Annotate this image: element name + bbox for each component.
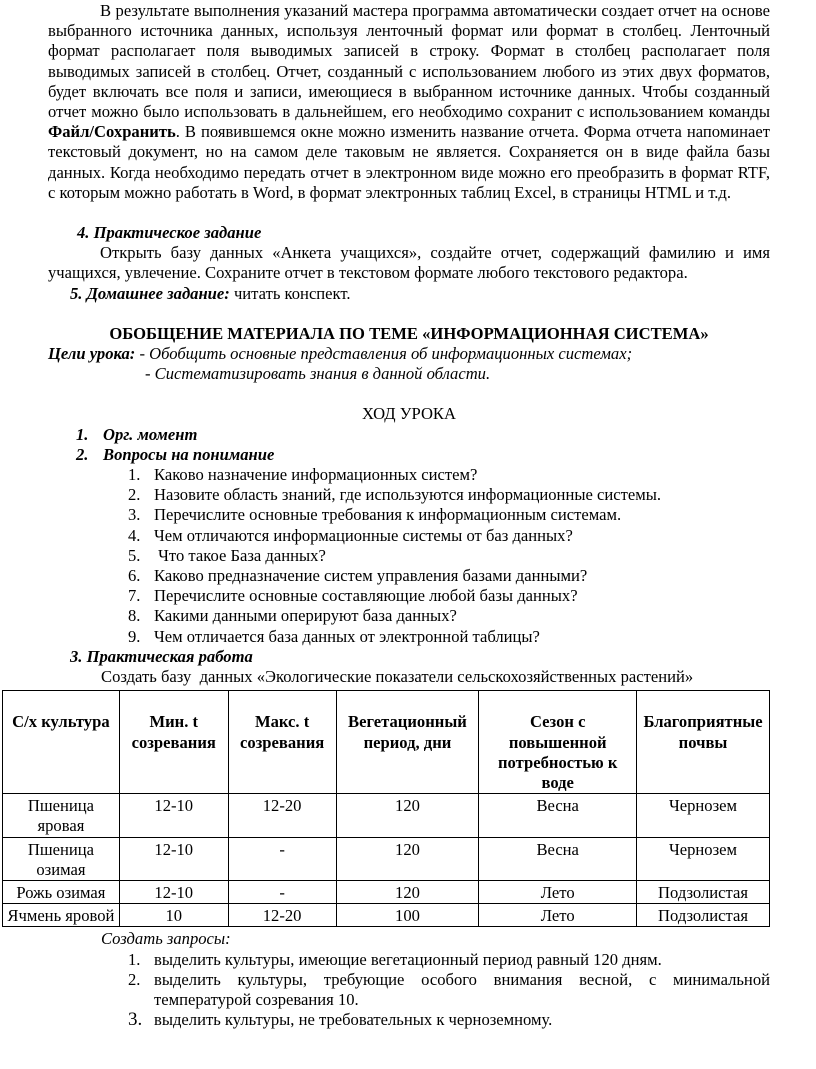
list-item: 1. Каково назначение информационных систем? (128, 465, 478, 485)
section-title: ОБОБЩЕНИЕ МАТЕРИАЛА ПО ТЕМЕ «ИНФОРМАЦИОННАЯ СИСТЕМА» (109, 323, 709, 343)
header-cell: Макс. t созревания (228, 691, 336, 794)
questions-list (48, 465, 770, 647)
table-cell: 120 (336, 794, 479, 837)
header-cell: Мин. t созревания (119, 691, 228, 794)
practice-heading: 4. Практическое задание (77, 223, 262, 243)
list-item: 7. Перечислите основные составляющие любой базы данных? (128, 586, 578, 606)
stages-list (48, 425, 770, 465)
command-name: Файл/Сохранить (48, 122, 176, 142)
list-item: 8. Какими данными оперируют база данных? (128, 606, 457, 626)
list-item: 4. Чем отличаются информационные системы от баз данных? (128, 525, 573, 545)
table-cell: 12-20 (228, 904, 336, 927)
table-cell: 120 (336, 880, 479, 903)
table-cell: - (228, 837, 336, 880)
work-task: Создать базу данных «Экологические показатели сельскохозяйственных растений» (101, 667, 694, 687)
crops-table (2, 690, 770, 927)
table-cell: Лето (479, 904, 637, 927)
goals-label: Цели урока: (48, 344, 136, 364)
table-cell: - (228, 880, 336, 903)
list-item: 3. Перечислите основные требования к информационным системам. (128, 505, 622, 525)
list-item: 2. Вопросы на понимание (76, 444, 275, 464)
table-cell: Весна (479, 794, 637, 837)
lesson-title: ХОД УРОКА (362, 404, 456, 424)
queries-heading: Создать запросы: (101, 929, 231, 949)
table-cell: Пшеница яровая (3, 794, 120, 837)
goal-2: - Систематизировать знания в данной области. (145, 364, 491, 384)
intro-text-after: . В появившемся окне можно изменить название отчета. Форма отчета напоминает текстовый документ, но на самом деле таковым не является. Сохраняется он в виде файла базы данных. Когда необходимо передать отчет в электронном виде можно его преобразить в формат RTF, с которым можно работать в Word, в формат электронных таблиц Excel, в страницы HTML и т.д. (48, 122, 770, 202)
work-heading: 3. Практическая работа (70, 646, 253, 666)
table-cell: Подзолистая (637, 904, 770, 927)
header-cell: Вегетационный период, дни (336, 691, 479, 794)
table-row (3, 880, 770, 903)
table-cell: Лето (479, 880, 637, 903)
table-header-row (3, 691, 770, 794)
table-cell: Чернозем (637, 837, 770, 880)
table-row (3, 837, 770, 880)
table-cell: Пшеница озимая (3, 837, 120, 880)
table-cell: Рожь озимая (3, 880, 120, 903)
table-cell: Чернозем (637, 794, 770, 837)
table-cell: 100 (336, 904, 479, 927)
header-cell: Благоприятные почвы (637, 691, 770, 794)
table-cell: 12-10 (119, 880, 228, 903)
list-item: 3. выделить культуры, не требовательных к черноземному. (128, 1009, 553, 1031)
list-item: 2. Назовите область знаний, где используются информационные системы. (128, 485, 662, 505)
list-item: 5. Что такое База данных? (128, 545, 326, 565)
goals-line-1 (48, 344, 770, 364)
table-row (3, 794, 770, 837)
queries-list (48, 950, 770, 1031)
homework-label: 5. Домашнее задание: (70, 283, 230, 303)
intro-paragraph (48, 0, 770, 203)
homework-line (48, 284, 770, 304)
list-item: 9. Чем отличается база данных от электронной таблицы? (128, 626, 540, 646)
table-cell: 120 (336, 837, 479, 880)
table-cell: 12-20 (228, 794, 336, 837)
list-item: 6. Каково предназначение систем управления базами данными? (128, 566, 588, 586)
table-cell: 12-10 (119, 794, 228, 837)
table-cell: Подзолистая (637, 880, 770, 903)
table-cell: Весна (479, 837, 637, 880)
list-item: 2. выделить культуры, требующие особого внимания весной, с минимальной температурой созревания 10. (128, 969, 770, 1009)
homework-text: читать конспект. (229, 283, 351, 303)
table-cell: 10 (119, 904, 228, 927)
table-cell: Ячмень яровой (3, 904, 120, 927)
intro-text-before: В результате выполнения указаний мастера программа автоматически создает отчет на основе выбранного источника данных, используя ленточный формат или формат в столбец. Ленточный формат располагает поля выводимых записей в строку. Формат в столбец располагает поля выводимых записей в столбец. Отчет, созданный с использованием любого из этих двух форматов, будет включать все поля и записи, имеющиеся в выбранном источнике данных. Чтобы созданный отчет можно было использовать в дальнейшем, его необходимо сохранит с использованием команды (48, 1, 770, 122)
header-cell: Сезон с повышенной потребностью к воде (479, 691, 637, 794)
table-row (3, 904, 770, 927)
list-item: 1. выделить культуры, имеющие вегетационный период равный 120 дням. (128, 949, 662, 969)
goal-1: - Обобщить основные представления об информационных системах; (135, 344, 633, 364)
header-cell: С/х культура (3, 691, 120, 794)
list-item: 1. Орг. момент (76, 424, 198, 444)
table-cell: 12-10 (119, 837, 228, 880)
practice-text: Открыть базу данных «Анкета учащихся», создайте отчет, содержащий фамилию и имя учащихся, увлечение. Сохраните отчет в текстовом формате любого текстового редактора. (48, 243, 770, 283)
